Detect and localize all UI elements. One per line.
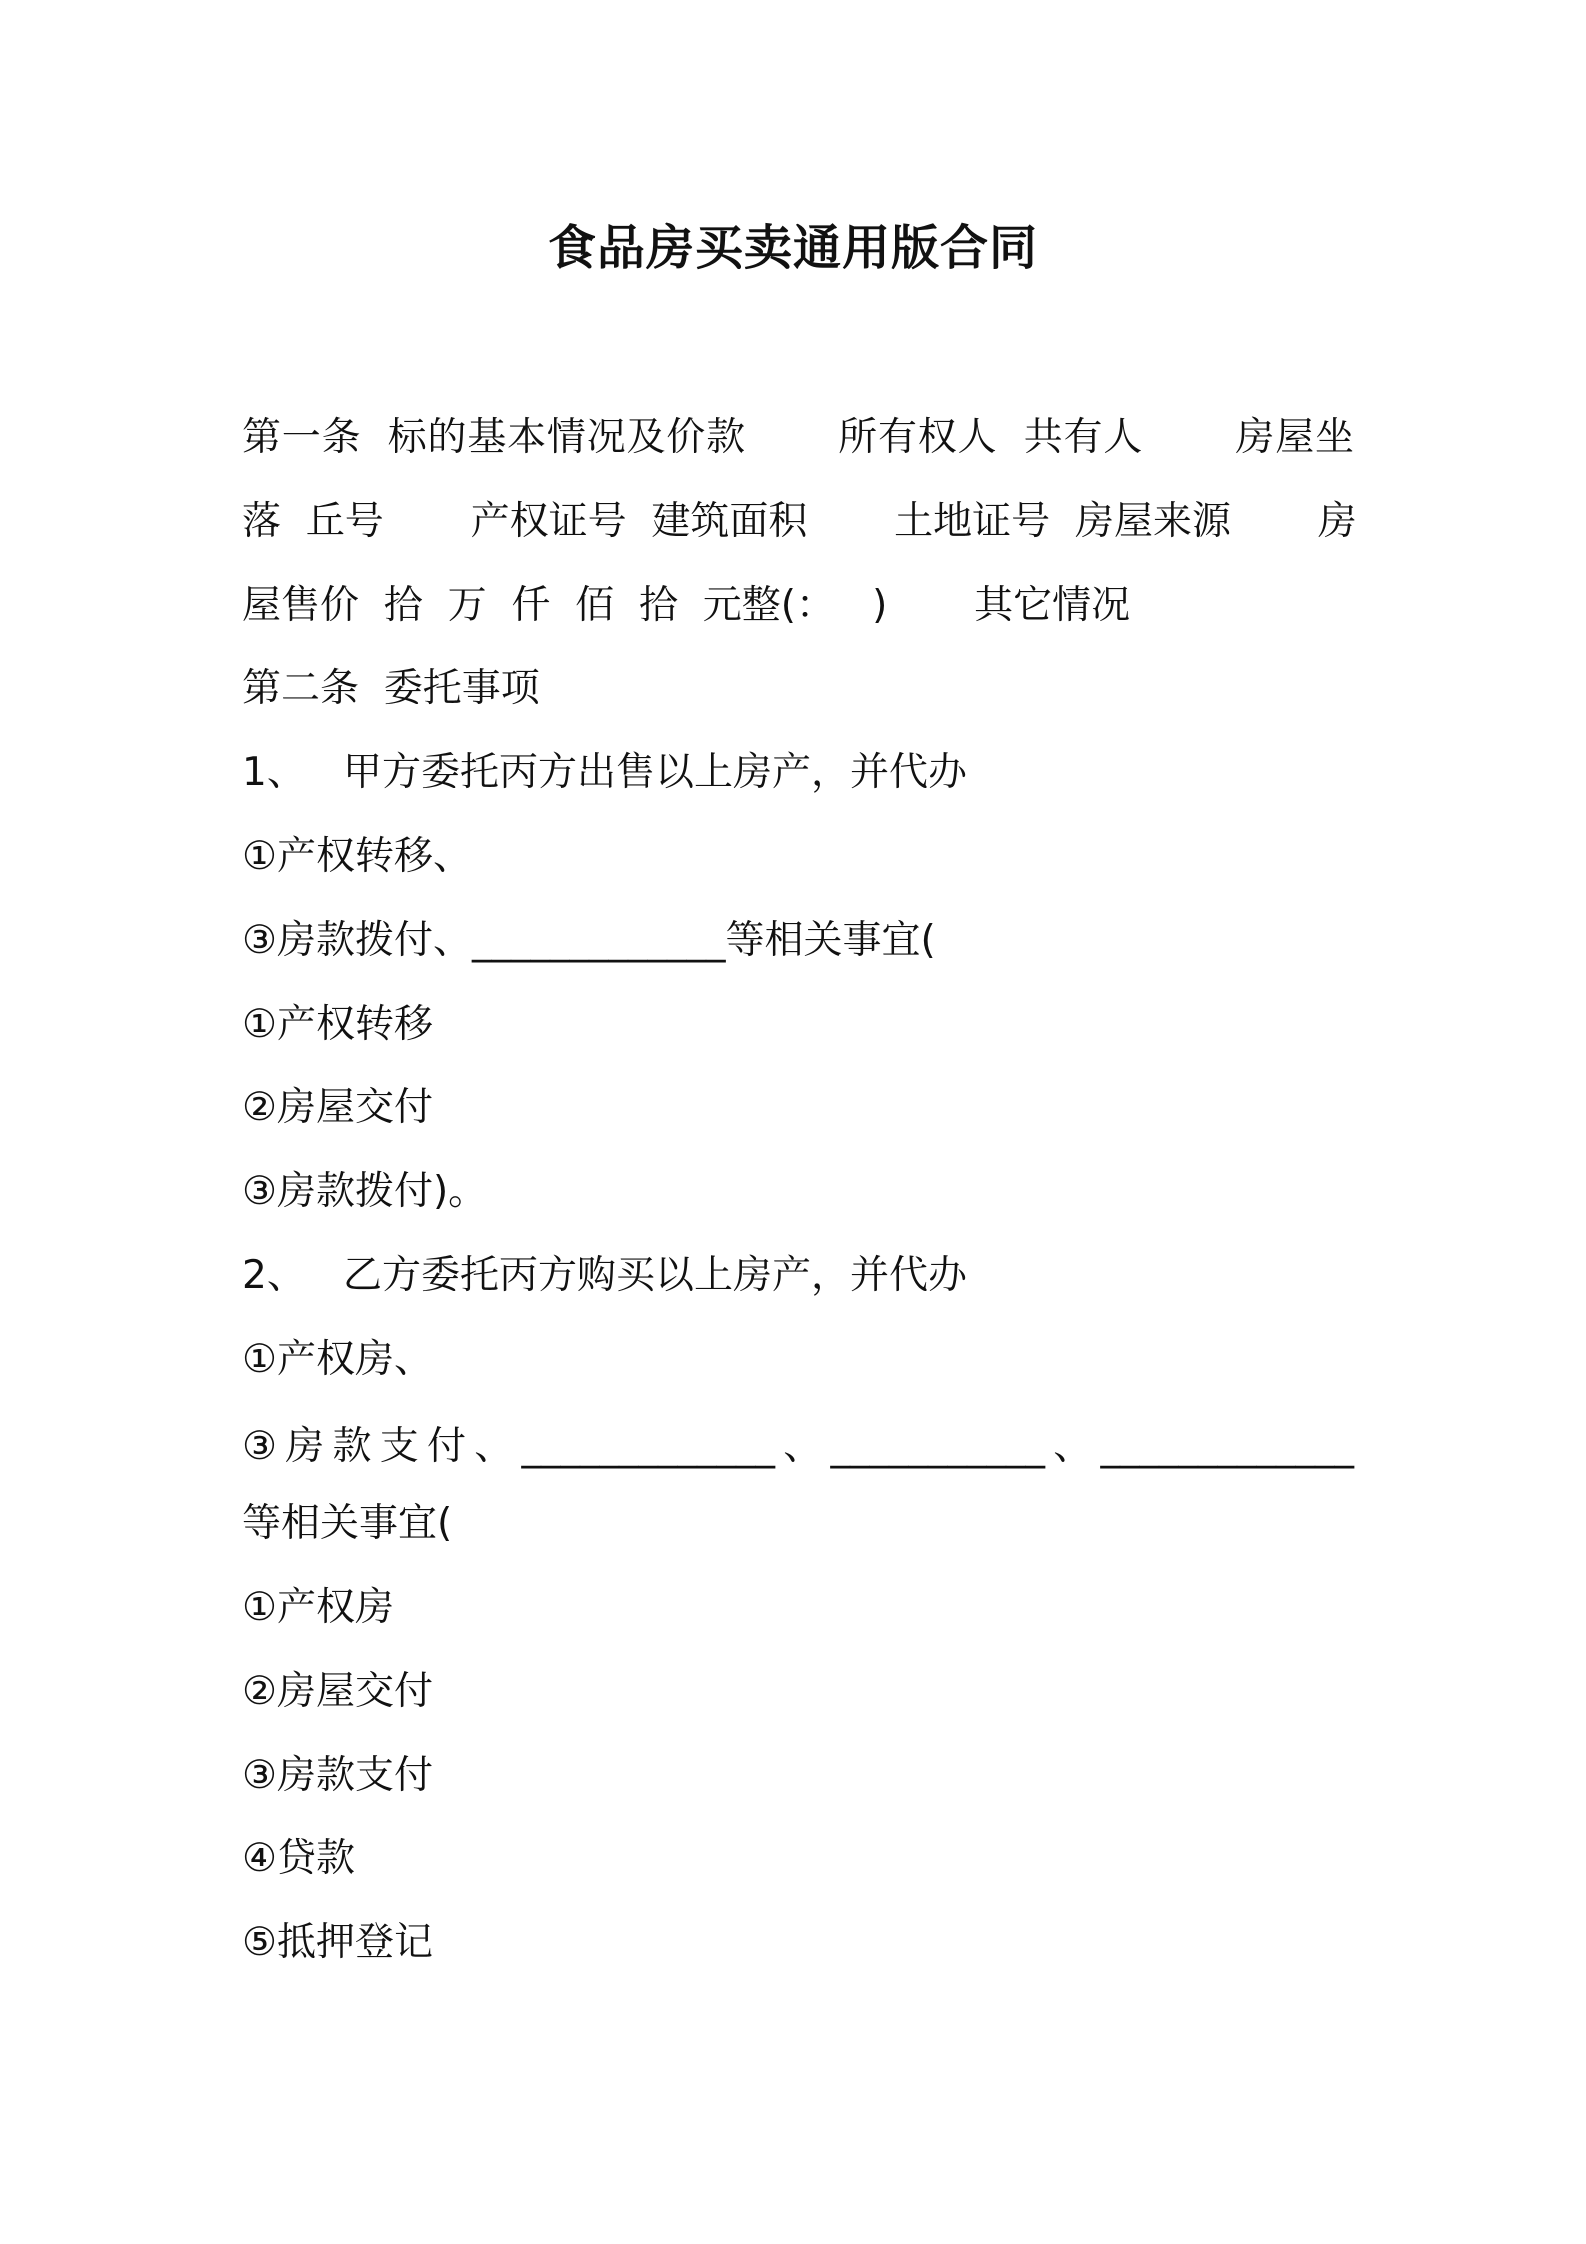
clause-2-text: 2、 乙方委托丙方购买以上房产，并代办 [242, 1253, 968, 1298]
list-item: ③房款支付、_____________、___________、_____________ [242, 1424, 1354, 1469]
list-item: ②房屋交付 [242, 1085, 433, 1130]
list-item: ③房款拨付)。 [242, 1169, 488, 1214]
list-item: ④贷款 [242, 1836, 355, 1881]
list-item: ①产权房 [242, 1585, 394, 1630]
list-item: ③房款拨付、_____________等相关事宜( [242, 918, 936, 963]
article-1-line-2: 落 丘号 产权证号 建筑面积 土地证号 房屋来源 房 [242, 499, 1357, 544]
list-item: ③房款支付 [242, 1753, 433, 1798]
document-title: 食品房买卖通用版合同 [547, 220, 1038, 276]
list-item: 等相关事宜( [242, 1501, 453, 1546]
list-item: ①产权转移 [242, 1002, 433, 1047]
list-item: ①产权转移、 [242, 834, 472, 879]
article-2-heading: 第二条 委托事项 [242, 666, 540, 711]
article-1-line-3: 屋售价 拾 万 仟 佰 拾 元整(： ) 其它情况 [242, 583, 1131, 628]
list-item: ①产权房、 [242, 1337, 433, 1382]
list-item: ⑤抵押登记 [242, 1920, 433, 1965]
article-1-line-1: 第一条 标的基本情况及价款 所有权人 共有人 房屋坐 [242, 415, 1354, 460]
list-item: ②房屋交付 [242, 1669, 433, 1714]
clause-1-text: 1、 甲方委托丙方出售以上房产，并代办 [242, 750, 968, 795]
